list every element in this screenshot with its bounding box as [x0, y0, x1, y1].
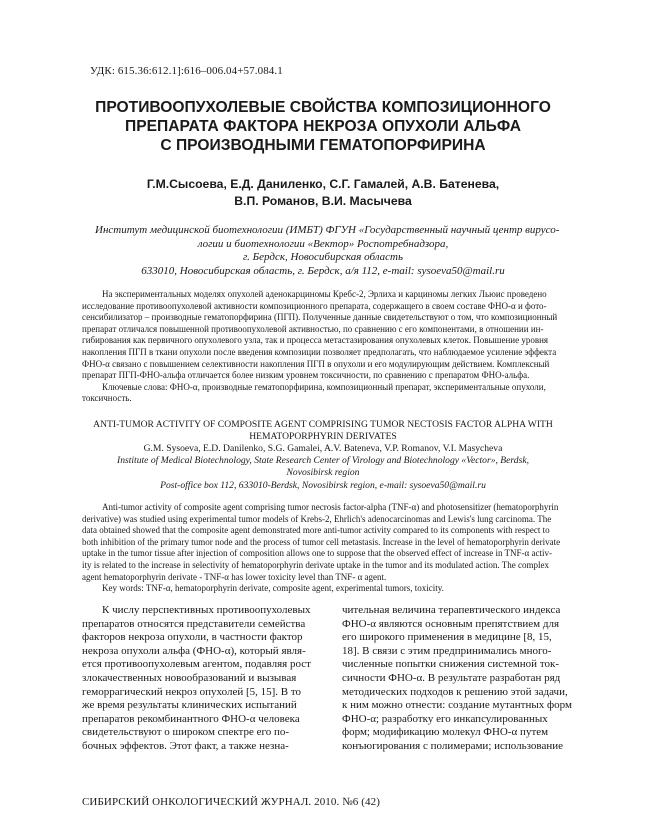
authors-line: Г.М.Сысоева, Е.Д. Даниленко, С.Г. Гамалей, А.В. Батенева,: [146, 177, 500, 191]
english-title: [70, 419, 576, 443]
body-line: конъюгирования с полимерами; использование: [342, 739, 564, 752]
keywords-en: Key words: TNF-α, hematoporphyrin derivate, composite agent, experimental tumors, toxicity.: [102, 583, 444, 594]
title-line: ПРЕПАРАТА ФАКТОРА НЕКРОЗА ОПУХОЛИ АЛЬФА: [124, 118, 522, 135]
abstract-en-line: both inhibition of the primary tumor node and the process of tumor cell metastasis. Increase in the level of hematoporphyrin derivate: [82, 536, 561, 547]
body-column-right: [342, 604, 572, 754]
affiliation-line: Институт медицинской биотехнологии (ИМБТ) ФГУН «Государственный научный центр вирусо-: [95, 224, 560, 236]
body-line: свидетельствуют о широком спектре его по-: [82, 726, 290, 739]
affiliation: [95, 224, 560, 278]
body-line: форм; модификацию молекул ФНО-α путем: [342, 726, 549, 739]
body-line: некроза опухоли альфа (ФНО-α), который явля-: [82, 644, 306, 657]
body-line: его широкого применения в медицине [8, 15,: [342, 631, 552, 644]
abstract-en-line: Anti-tumor activity of composite agent comprising tumor necrosis factor-alpha (TNF-α) and photosensitizer (hematoporphyrin: [102, 502, 559, 512]
body-line: ФНО-α являются основным препятствием для: [342, 617, 560, 630]
abstract-ru-line: ФНО-α связано с повышением селективности накопления ПГП в опухоли и его модулирующим действием. Комплексный: [82, 358, 550, 369]
english-authors-block: [70, 443, 576, 492]
abstract-en-line: ity is related to the increase in selectivity of hematoporphyrin derivate uptake in the tumor and its modulated action. The complex: [82, 559, 549, 570]
authors-line: В.П. Романов, В.И. Масычева: [234, 194, 412, 208]
body-line: препаратов рекомбинантного ФНО-α человека: [82, 712, 300, 725]
affiliation-line: г. Бердск, Новосибирская область: [243, 251, 403, 263]
body-line: К числу перспективных противоопухолевых: [102, 604, 311, 616]
english-title-line: HEMATOPORPHYRIN DERIVATES: [249, 431, 397, 442]
title-line: ПРОТИВООПУХОЛЕВЫЕ СВОЙСТВА КОМПОЗИЦИОННОГО: [95, 99, 551, 116]
keywords-ru-line: токсичность.: [82, 393, 132, 404]
body-line: к ним можно отнести: создание мутантных форм: [342, 699, 572, 712]
english-affiliation-line: Novosibirsk region: [286, 467, 360, 479]
article-title: [60, 98, 586, 155]
body-line: же время результаты клинических испытаний: [82, 699, 297, 712]
body-line: ется противоопухолевым агентом, подавляя рост: [82, 658, 311, 671]
abstract-ru-line: исследование противоопухолевой активности композиционного препарата, содержащего в своем составе ФНО-α и фото-: [82, 300, 547, 311]
body-line: методических подходов к решению этой задачи,: [342, 685, 568, 698]
body-line: 18]. В связи с этим предпринимались много-: [342, 644, 552, 657]
udc-code: УДК: 615.36:612.1]:616–006.04+57.084.1: [90, 65, 283, 77]
body-line: бочных эффектов. Этот факт, а также незна-: [82, 739, 289, 752]
abstract-ru-line: сенсибилизатор – производные гематопорфирина (ПГП). Полученные данные свидетельствуют о том, что композиционный: [82, 312, 558, 323]
abstract-en: [82, 502, 566, 595]
english-authors: G.M. Sysoeva, E.D. Danilenko, S.G. Gamalei, A.V. Bateneva, V.P. Romanov, V.I. Masycheva: [143, 443, 503, 454]
body-column-left: [82, 604, 322, 754]
english-affiliation-line: Institute of Medical Biotechnology, State Research Center of Virology and Biotechnology «Vector», Berdsk,: [117, 455, 529, 467]
abstract-ru-line: гибирования как первичного опухолевого узла, так и процесса метастазирования опухолевых клеток. Повышение уровня: [82, 335, 549, 346]
english-affiliation-line: Post-office box 112, 633010-Berdsk, Novosibirsk region, e-mail: sysoeva50@mail.ru: [160, 479, 486, 491]
abstract-en-line: data obtained showed that the composite agent demonstrated more anti-tumor activity compared to its components with respect to: [82, 525, 550, 536]
body-line: злокачественных новообразований и вызывая: [82, 671, 297, 684]
abstract-en-line: uptake in the tumor tissue after injection of composition allows one to suppose that the observed effect of increase in TNF-α activ-: [82, 548, 553, 559]
abstract-ru-line: препарат отличался повышенной противоопухолевой активностью, по сравнению с его компонентами, в отношении ин-: [82, 323, 544, 334]
keywords-ru-line: Ключевые слова: ФНО-α, производные гематопорфирина, композиционный препарат, экспериментальные опухоли,: [102, 381, 546, 392]
abstract-ru-line: препарат ПГП-ФНО-альфа отличается более низким уровнем токсичности, по сравнению с препаратом ФНО-альфа.: [82, 370, 530, 381]
abstract-ru-line: На экспериментальных моделях опухолей аденокарциномы Кребс-2, Эрлиха и карциномы легких Льюис проведено: [102, 289, 547, 299]
body-line: факторов некроза опухоли, в частности фактор: [82, 631, 303, 644]
affiliation-line: 633010, Новосибирская область, г. Бердск, а/я 112, e-mail: sysoeva50@mail.ru: [141, 264, 505, 277]
body-line: препаратов относятся представители семейства: [82, 617, 306, 630]
abstract-en-line: agent hematoporphyrin derivate - TNF-α has lower toxicity level than TNF- α agent.: [82, 571, 387, 582]
abstract-ru-line: накопления ПГП в ткани опухоли после введения композиции позволяет предполагать, что наблюдаемое усиление эффекта: [82, 346, 557, 357]
abstract-ru: [82, 289, 566, 405]
body-line: чительная величина терапевтического индекса: [342, 604, 561, 616]
affiliation-line: логии и биотехнологии «Вектор» Роспотребнадзора,: [197, 237, 449, 250]
english-title-line: ANTI-TUMOR ACTIVITY OF COMPOSITE AGENT COMPRISING TUMOR NECTOSIS FACTOR ALPHA WITH: [93, 419, 553, 430]
body-line: ФНО-α; разработку его инкапсулированных: [342, 712, 548, 725]
body-line: сичности ФНО-α. В результате разработан ряд: [342, 671, 561, 684]
authors: [60, 176, 586, 210]
body-line: численные попытки снижения системной ток-: [342, 658, 559, 671]
journal-footer: СИБИРСКИЙ ОНКОЛОГИЧЕСКИЙ ЖУРНАЛ. 2010. №6 (42): [82, 796, 380, 808]
abstract-en-line: derivative) was studied using experimental tumor models of Krebs-2, Ehrlich's adenocarcinomas and Lewis's lung carcinoma. The: [82, 513, 552, 524]
title-line: С ПРОИЗВОДНЫМИ ГЕМАТОПОРФИРИНА: [160, 137, 486, 154]
body-line: геморрагический некроз опухолей [5, 15]. В то: [82, 685, 302, 698]
